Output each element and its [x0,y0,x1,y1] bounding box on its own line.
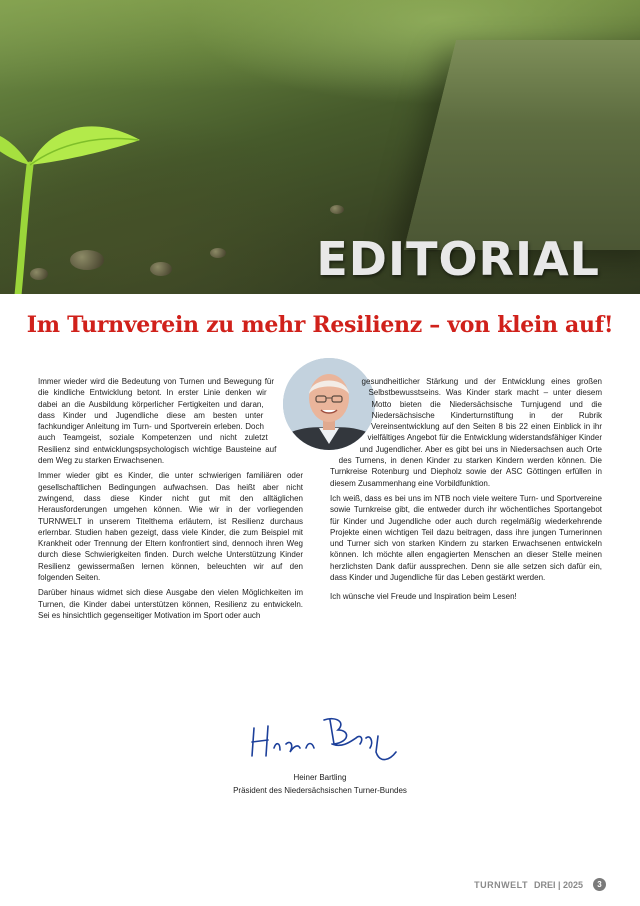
paragraph: Ich weiß, dass es bei uns im NTB noch viele weitere Turn- und Sportvereine sowie Turnkreise gibt, die entweder durch ihr wöchentliches Sportangebot für Kinder und Jugendliche oder auch durch regelmäßig wiederkehrende Projekte einen wichtigen Teil dazu beitragen, dass ihre jungen Turnerinnen und Turner sich von starken Kindern zu starken Erwachsenen entwickeln können. Ich möchte allen engagierten Menschen an dieser Stelle meinen herzlichsten Dank dafür aussprechen. Denn sie alle setzen sich dafür ein, dass Kinder und Jugendliche für das Leben gestärkt werden. [330,493,602,583]
headline: Im Turnverein zu mehr Resilienz – von klein auf! [26,312,614,338]
paragraph: Immer wieder wird die Bedeutung von Turnen und Bewegung für die kindliche Entwicklung betont. In erster Linie denken wir dabei an die Ausbildung körperlicher Fertigkeiten und daran, dass Kinder und Jugendliche diese am besten unter fachkundiger Anleitung im Turn- und Sportverein erleben. Doch auch Teamgeist, soziale Kompetenzen und nicht zuletzt Resilienz sind entwicklungspsychologisch wichtige Bausteine auf dem Weg zu starken Erwachsenen. [38,377,277,466]
paragraph: Immer wieder gibt es Kinder, die unter schwierigen familiären oder gesellschaftlichen Bedingungen aufwachsen. Das heißt aber nicht zwingend, dass diese Kinder nicht gut mit den alltäglichen Herausforderungen umgehen können. Wie wir in der vorliegenden TURNWELT in unserem Titelthema erläutern, ist Resilienz durchaus erlernbar. Studien haben gezeigt, dass viele Kinder, die zum Beispiel mit Krankheit oder Trennung der Eltern konfrontiert sind, dennoch ihren Weg durch diese Schwierigkeiten finden. Durch welche Unterstützung Kinder Resilienz gewissermaßen lernen können, beleuchten wir auf den folgenden Seiten. [38,471,303,583]
page-footer [474,878,606,891]
section-title: EDITORIAL [316,232,600,286]
hero-image [0,0,640,294]
signatory-name: Heiner Bartling [293,773,347,782]
magazine-brand: TURNWELT [474,879,528,890]
page-number: 3 [593,878,606,891]
pebble [330,205,344,214]
signature-mark [246,708,406,768]
signatory-role: Präsident des Niedersächsischen Turner-Bundes [233,786,407,795]
paragraph: Darüber hinaus widmet sich diese Ausgabe den vielen Möglichkeiten im Turnen, die Kinder dabei unterstützen können, Resilienz zu entwickeln. Sei es hinsichtlich gegenseitiger Motivation im Sport oder auch [38,588,303,620]
paragraph: gesundheitlicher Stärkung und der Entwicklung eines großen Selbstbewusstseins. Was Kinder stark macht – unter diesem Motto bieten die Niedersächsische Turnjugend und die Niedersächsische Kinderturnstiftung in der Rubrik Vereinsentwicklung auf den Seiten 8 bis 22 einen Einblick in ihr vielfältiges Angebot für die Entwicklung widerstandsfähiger Kinder und Jugendlicher. Aber es gibt bei uns in Niedersachsen auch Orte des Turnens, in denen Kinder zu starken Kindern werden können. Die Turnkreise Rotenburg und Diepholz sowie der ASC Göttingen erfüllen in diesem Zusammenhang eine Vorbildfunktion. [330,377,602,488]
sprout-illustration [0,95,160,294]
article-column-left [38,376,303,625]
pebble [210,248,226,258]
issue-label: DREI | 2025 [533,879,583,890]
paragraph: Ich wünsche viel Freude und Inspiration beim Lesen! [330,592,517,602]
article-column-right [330,376,602,607]
